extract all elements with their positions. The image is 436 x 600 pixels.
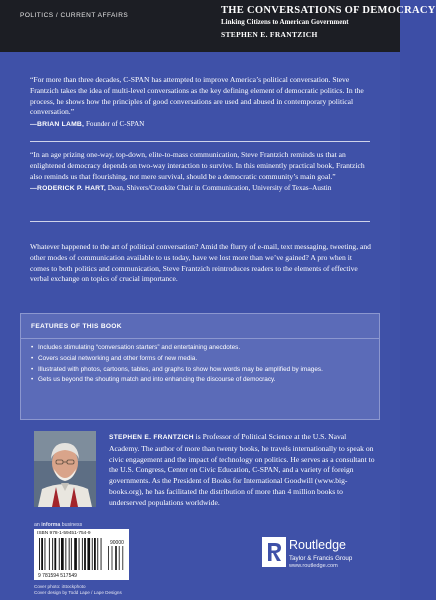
barcode-addon-bar <box>115 546 117 570</box>
barcode-bar <box>52 538 53 570</box>
imprint-prefix: an <box>34 522 40 528</box>
informa-imprint <box>34 522 82 528</box>
quote-attribution <box>30 119 375 130</box>
features-list <box>31 343 371 386</box>
barcode-addon-bar <box>108 546 109 570</box>
barcode-bar <box>97 538 98 570</box>
feature-item: • Illustrated with photos, cartoons, tables, and graphs to show how words may be amplified by images. <box>31 365 371 376</box>
barcode-bar <box>87 538 90 570</box>
imprint-brand: informa <box>41 522 61 528</box>
barcode-addon-bar <box>119 546 120 570</box>
features-divider <box>21 338 379 339</box>
publisher-logo <box>262 535 382 580</box>
feature-item: • Includes stimulating “conversation starters” and entertaining anecdotes. <box>31 343 371 354</box>
endorsement-quote <box>30 75 375 130</box>
author-photo <box>34 431 96 507</box>
quote-text: “For more than three decades, C-SPAN has attempted to improve America’s political conversation. Steve Frantzich takes the idea of multi-level conversations as the key defining element of democratic politics. In the process, he shows how the principles of good conversations are used and abused in contemporary political conversation.” <box>30 75 364 117</box>
book-subtitle: Linking Citizens to American Government <box>221 18 349 26</box>
barcode-addon-bar <box>112 546 113 570</box>
barcode-bar <box>41 538 43 570</box>
book-description <box>30 242 372 285</box>
book-title: THE CONVERSATIONS OF DEMOCRACY <box>221 5 436 16</box>
publisher-name: Routledge <box>289 538 346 552</box>
isbn-label: ISBN 978-1-59451-754-9 <box>37 531 91 536</box>
barcode-addon-bar <box>122 546 123 570</box>
barcode-addon: 90000 <box>110 540 124 546</box>
book-author: STEPHEN E. FRANTZICH <box>221 30 318 39</box>
quote-author: —BRIAN LAMB, <box>30 121 85 129</box>
barcode-bar <box>39 538 40 570</box>
barcode-number: 9 781594 517549 <box>38 573 77 579</box>
features-title: FEATURES OF THIS BOOK <box>31 323 122 330</box>
author-bio-name: STEPHEN E. FRANTZICH <box>109 434 194 441</box>
barcode-bar <box>82 538 83 570</box>
publisher-url: www.routledge.com <box>289 563 338 569</box>
barcode-bar <box>69 538 70 570</box>
quote-text: “In an age prizing one-way, top-down, elite-to-mass communication, Steve Frantzich reminds us that an enlightened democracy depends on two-way interaction to survive. In this eminently practical book, Frantzich also reminds us that flourishing, not mere survival, should be a democratic community’s main goal.” <box>30 150 365 181</box>
barcode-bar <box>61 538 64 570</box>
cover-credits <box>34 584 122 596</box>
barcode-bar <box>79 538 80 570</box>
quote-author-role: Dean, Shivers/Cronkite Chair in Communication, University of Texas–Austin <box>107 184 332 193</box>
author-bio-text: is Professor of Political Science at the U.S. Naval Academy. The author of more than twenty books, he travels internationally to speak on civic engagement and the impact of technology on politics. He serves as a consultant to the U.S. Congress, Center on Civic Education, C-SPAN, and a variety of foreign governments. As the President of Books for International Goodwill (www.big-books.org), he has facilitated the distribution of more than 4 million books to underserved populations worldwide. <box>109 432 375 507</box>
barcode-bar <box>54 538 56 570</box>
photo-credit: Cover photo: iStockphoto <box>34 584 86 589</box>
description-text: Whatever happened to the art of political conversation? Amid the flurry of e-mail, text messaging, tweeting, and other modes of communication available to us today, have we lost more than we’ve gained? A pro when it comes to both politics and communication, Steve Frantzich reintroduces readers to the elements of effective verbal exchange on topics of crucial importance. <box>30 242 371 284</box>
feature-item: • Gets us beyond the shouting match and into enhancing the discourse of democracy. <box>31 375 371 386</box>
barcode-bar <box>71 538 72 570</box>
routledge-logo-icon <box>262 537 286 567</box>
barcode-bar <box>84 538 86 570</box>
category-label: POLITICS / CURRENT AFFAIRS <box>20 12 129 19</box>
quote-author: —RODERICK P. HART, <box>30 185 106 193</box>
barcode-bar <box>94 538 96 570</box>
isbn-barcode <box>34 529 129 580</box>
features-box <box>20 313 380 420</box>
top-bar <box>0 0 436 52</box>
barcode-bar <box>49 538 50 570</box>
barcode-bar <box>45 538 46 570</box>
author-portrait-image <box>34 431 96 507</box>
publisher-group: Taylor & Francis Group <box>289 555 353 562</box>
divider <box>30 141 370 142</box>
barcode-bar <box>92 538 93 570</box>
divider <box>30 221 370 222</box>
quote-attribution <box>30 183 375 194</box>
barcode-bar <box>65 538 66 570</box>
feature-item: • Covers social networking and other forms of new media. <box>31 354 371 365</box>
title-block <box>221 5 436 40</box>
endorsement-quote <box>30 150 375 194</box>
design-credit: Cover design by Todd Lape / Lape Designs <box>34 590 122 595</box>
imprint-suffix: business <box>61 522 83 528</box>
barcode-icon <box>34 529 129 580</box>
barcode-bar <box>74 538 77 570</box>
barcode-bar <box>101 538 102 570</box>
quote-author-role: Founder of C-SPAN <box>85 120 145 129</box>
barcode-bar <box>59 538 60 570</box>
author-bio <box>109 432 377 509</box>
